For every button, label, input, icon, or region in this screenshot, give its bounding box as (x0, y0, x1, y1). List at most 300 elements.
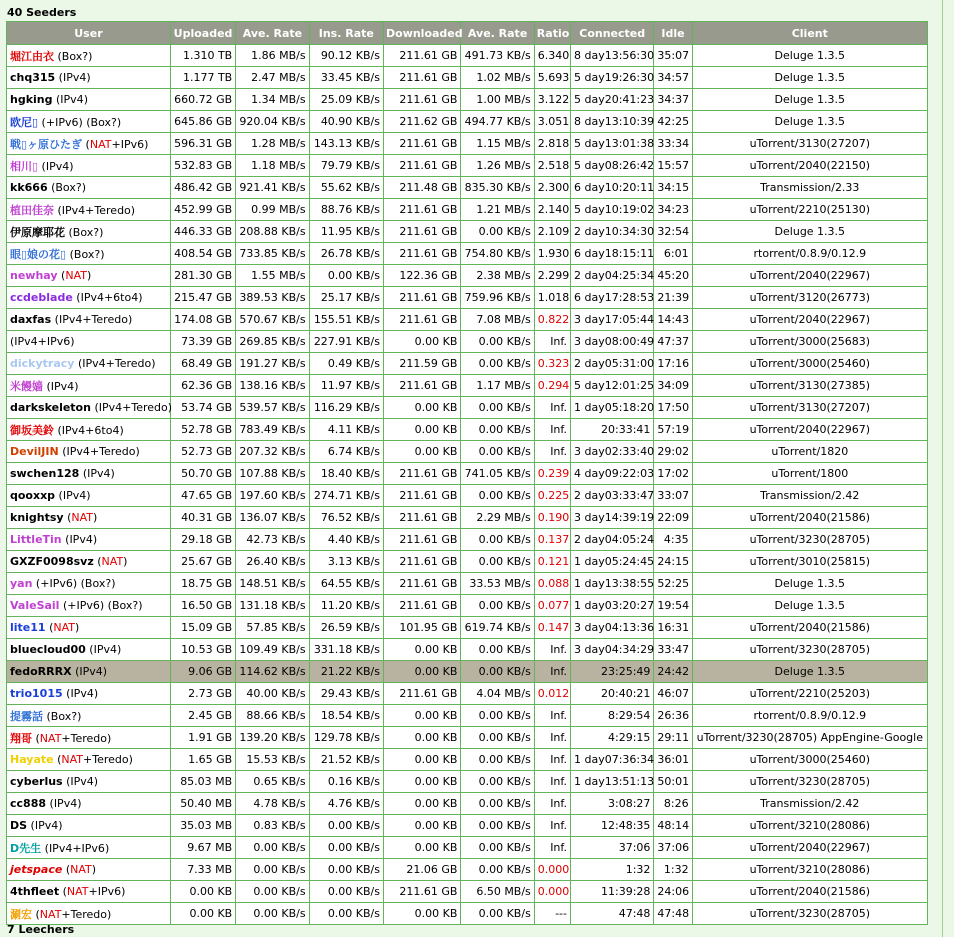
cell-idle: 33:34 (654, 133, 692, 155)
cell-downloaded: 211.61 GB (384, 287, 461, 309)
cell-download-ave-rate: 741.05 KB/s (461, 463, 534, 485)
user-name-link[interactable]: cyberlus (10, 775, 63, 788)
cell-downloaded: 211.61 GB (384, 45, 461, 67)
cell-user (7, 617, 171, 639)
table-row (7, 221, 928, 243)
cell-download-ave-rate: 0.00 KB/s (461, 705, 534, 727)
cell-idle: 17:16 (654, 353, 692, 375)
user-conn-suffix: ) (Box?) (99, 599, 143, 612)
cell-upload-ave-rate: 269.85 KB/s (236, 331, 309, 353)
user-name-link[interactable]: 欧尼▯ (10, 115, 39, 129)
user-conn-tag: IPv4 (87, 467, 111, 480)
cell-ins-rate: 0.00 KB/s (309, 859, 383, 881)
cell-user (7, 683, 171, 705)
user-conn-tag: IPv4 (70, 775, 94, 788)
cell-idle: 42:25 (654, 111, 692, 133)
user-conn-tag: IPv4 (60, 93, 84, 106)
cell-downloaded: 211.61 GB (384, 551, 461, 573)
cell-download-ave-rate: 7.08 MB/s (461, 309, 534, 331)
cell-client: uTorrent/2040(21586) (692, 617, 927, 639)
cell-downloaded: 211.59 GB (384, 353, 461, 375)
user-conn-prefix: ( (10, 335, 15, 348)
cell-user (7, 727, 171, 749)
cell-idle: 35:07 (654, 45, 692, 67)
cell-downloaded: 211.61 GB (384, 221, 461, 243)
cell-client: uTorrent/3130(27385) (692, 375, 927, 397)
cell-ins-rate: 143.13 KB/s (309, 133, 383, 155)
cell-upload-ave-rate: 148.51 KB/s (236, 573, 309, 595)
cell-uploaded: 35.03 MB (170, 815, 235, 837)
user-name-link[interactable]: chq315 (10, 71, 56, 84)
user-name-link[interactable]: ValeSail (10, 599, 60, 612)
cell-connected: 1 day13:38:55 (570, 573, 653, 595)
cell-client: uTorrent/3230(28705) (692, 529, 927, 551)
cell-uploaded: 408.54 GB (170, 243, 235, 265)
cell-client: uTorrent/3000(25683) (692, 331, 927, 353)
cell-uploaded: 50.70 GB (170, 463, 235, 485)
user-name-link[interactable]: 堀江由衣 (10, 49, 54, 63)
cell-ratio: Inf. (534, 639, 570, 661)
user-name-link[interactable]: cc888 (10, 797, 47, 810)
cell-user (7, 595, 171, 617)
cell-ratio: Inf. (534, 397, 570, 419)
cell-uploaded: 1.310 TB (170, 45, 235, 67)
cell-connected: 1 day03:20:27 (570, 595, 653, 617)
user-conn-tag: IPv4 (70, 687, 94, 700)
cell-user (7, 705, 171, 727)
cell-ins-rate: 0.00 KB/s (309, 265, 383, 287)
cell-connected: 2 day03:33:47 (570, 485, 653, 507)
cell-user (7, 441, 171, 463)
user-name-link[interactable]: 提霧話 (10, 709, 43, 723)
cell-ins-rate: 33.45 KB/s (309, 67, 383, 89)
cell-downloaded: 211.61 GB (384, 375, 461, 397)
cell-uploaded: 9.67 MB (170, 837, 235, 859)
cell-client: Transmission/2.42 (692, 793, 927, 815)
cell-user (7, 177, 171, 199)
cell-ins-rate: 11.20 KB/s (309, 595, 383, 617)
cell-ratio: Inf. (534, 749, 570, 771)
user-conn-tag: IPv4 (62, 71, 87, 84)
cell-ratio: Inf. (534, 793, 570, 815)
table-row (7, 177, 928, 199)
cell-upload-ave-rate: 1.55 MB/s (236, 265, 309, 287)
col-header-downloaded[interactable]: Downloaded (384, 22, 461, 45)
cell-uploaded: 0.00 KB (170, 881, 235, 903)
table-row (7, 67, 928, 89)
table-row (7, 683, 928, 705)
cell-ins-rate: 4.11 KB/s (309, 419, 383, 441)
cell-ins-rate: 18.54 KB/s (309, 705, 383, 727)
user-conn-prefix: ( (55, 71, 63, 84)
user-conn-prefix: ( (57, 269, 66, 282)
user-conn-tag: IPv4 (69, 533, 93, 546)
cell-uploaded: 281.30 GB (170, 265, 235, 287)
cell-client: uTorrent/2040(22967) (692, 837, 927, 859)
table-row (7, 309, 928, 331)
cell-connected: 2 day04:25:34 (570, 265, 653, 287)
user-name-link[interactable]: kk666 (10, 181, 48, 194)
cell-user (7, 573, 171, 595)
cell-ratio: 5.693 (534, 67, 570, 89)
cell-ins-rate: 3.13 KB/s (309, 551, 383, 573)
user-conn-prefix: ( (82, 137, 90, 151)
user-name-link[interactable]: daxfas (10, 313, 52, 326)
cell-user (7, 859, 171, 881)
cell-upload-ave-rate: 0.83 KB/s (236, 815, 309, 837)
user-name-link[interactable]: trio1015 (10, 687, 63, 700)
cell-uploaded: 62.36 GB (170, 375, 235, 397)
cell-upload-ave-rate: 15.53 KB/s (236, 749, 309, 771)
user-name-link[interactable]: yan (10, 577, 33, 590)
user-conn-prefix: ( (27, 819, 35, 832)
cell-ratio: 2.300 (534, 177, 570, 199)
cell-idle: 15:57 (654, 155, 692, 177)
cell-downloaded: 122.36 GB (384, 265, 461, 287)
cell-uploaded: 15.09 GB (170, 617, 235, 639)
cell-ins-rate: 0.00 KB/s (309, 881, 383, 903)
cell-upload-ave-rate: 138.16 KB/s (236, 375, 309, 397)
cell-uploaded: 1.177 TB (170, 67, 235, 89)
user-name-link[interactable]: 涮宏 (10, 907, 32, 921)
cell-download-ave-rate: 0.00 KB/s (461, 903, 534, 925)
cell-ins-rate: 4.76 KB/s (309, 793, 383, 815)
cell-connected: 1 day13:51:13 (570, 771, 653, 793)
cell-downloaded: 0.00 KB (384, 397, 461, 419)
user-name-link[interactable]: newhay (10, 269, 58, 282)
cell-client: uTorrent/2210(25130) (692, 199, 927, 221)
cell-ratio: Inf. (534, 705, 570, 727)
cell-user (7, 155, 171, 177)
cell-idle: 33:07 (654, 485, 692, 507)
user-name-link[interactable]: 御坂美鈴 (10, 423, 54, 437)
cell-user (7, 793, 171, 815)
cell-upload-ave-rate: 570.67 KB/s (236, 309, 309, 331)
cell-idle: 34:15 (654, 177, 692, 199)
cell-ins-rate: 90.12 KB/s (309, 45, 383, 67)
user-conn-suffix: ) (91, 863, 97, 876)
cell-ins-rate: 11.95 KB/s (309, 221, 383, 243)
cell-downloaded: 211.61 GB (384, 683, 461, 705)
cell-connected: 37:06 (570, 837, 653, 859)
cell-ins-rate: 227.91 KB/s (309, 331, 383, 353)
user-conn-suffix: +Teredo) (83, 753, 133, 766)
user-conn-tag: +IPv6 (40, 577, 73, 590)
cell-idle: 17:50 (654, 397, 692, 419)
user-conn-prefix: ( (62, 775, 71, 788)
cell-uploaded: 52.78 GB (170, 419, 235, 441)
cell-client: Deluge 1.3.5 (692, 573, 927, 595)
cell-ratio: 0.012 (534, 683, 570, 705)
cell-download-ave-rate: 835.30 KB/s (461, 177, 534, 199)
cell-download-ave-rate: 1.21 MB/s (461, 199, 534, 221)
user-conn-tag: Box? (55, 181, 82, 194)
cell-idle: 45:20 (654, 265, 692, 287)
user-name-link[interactable]: darkskeleton (10, 401, 91, 414)
user-conn-prefix: ( (38, 115, 46, 129)
user-name-link[interactable]: DS (10, 819, 28, 832)
cell-user (7, 353, 171, 375)
col-header-connected[interactable]: Connected (570, 22, 653, 45)
cell-ins-rate: 11.97 KB/s (309, 375, 383, 397)
cell-client: Deluge 1.3.5 (692, 45, 927, 67)
cell-upload-ave-rate: 1.86 MB/s (236, 45, 309, 67)
cell-download-ave-rate: 2.38 MB/s (461, 265, 534, 287)
user-conn-prefix: ( (32, 907, 40, 921)
user-conn-suffix: ) (69, 159, 74, 173)
cell-connected: 5 day10:19:02 (570, 199, 653, 221)
user-conn-suffix: ) (88, 49, 93, 63)
cell-upload-ave-rate: 921.41 KB/s (236, 177, 309, 199)
user-name-link[interactable]: 伊原摩耶花 (10, 225, 65, 239)
cell-ratio: 0.239 (534, 463, 570, 485)
user-name-link[interactable]: 米饅嫱 (10, 379, 43, 393)
col-header-download-ave-rate[interactable]: Ave. Rate (461, 22, 534, 45)
cell-ins-rate: 79.79 KB/s (309, 155, 383, 177)
cell-idle: 36:01 (654, 749, 692, 771)
col-header-client[interactable]: Client (692, 22, 927, 45)
col-header-user[interactable]: User (7, 22, 171, 45)
cell-ins-rate: 25.09 KB/s (309, 89, 383, 111)
user-conn-prefix: ( (54, 49, 62, 63)
col-header-upload-ave-rate[interactable]: Ave. Rate (236, 22, 309, 45)
cell-uploaded: 85.03 MB (170, 771, 235, 793)
cell-idle: 17:02 (654, 463, 692, 485)
cell-download-ave-rate: 1.17 MB/s (461, 375, 534, 397)
user-conn-suffix: +Teredo) (61, 907, 112, 921)
user-name-link[interactable]: GXZF0098svz (10, 555, 94, 568)
cell-idle: 26:36 (654, 705, 692, 727)
cell-downloaded: 0.00 KB (384, 441, 461, 463)
cell-download-ave-rate: 0.00 KB/s (461, 331, 534, 353)
cell-user (7, 463, 171, 485)
col-header-idle[interactable]: Idle (654, 22, 692, 45)
cell-downloaded: 211.61 GB (384, 463, 461, 485)
cell-upload-ave-rate: 539.57 KB/s (236, 397, 309, 419)
user-conn-prefix: ( (63, 511, 72, 524)
cell-download-ave-rate: 0.00 KB/s (461, 353, 534, 375)
user-conn-suffix: ) (93, 775, 99, 788)
user-name-link[interactable]: 戦▯ヶ原ひたぎ (10, 137, 83, 151)
user-conn-prefix: ( (47, 181, 56, 194)
cell-user (7, 419, 171, 441)
cell-idle: 16:31 (654, 617, 692, 639)
cell-download-ave-rate: 0.00 KB/s (461, 397, 534, 419)
cell-connected: 11:39:28 (570, 881, 653, 903)
table-row (7, 815, 928, 837)
cell-uploaded: 446.33 GB (170, 221, 235, 243)
cell-client: uTorrent/2040(22967) (692, 419, 927, 441)
user-name-link[interactable]: lite11 (10, 621, 46, 634)
table-row (7, 881, 928, 903)
user-conn-tag: IPv4 (79, 665, 103, 678)
cell-download-ave-rate: 0.00 KB/s (461, 859, 534, 881)
cell-client: uTorrent/3130(27207) (692, 397, 927, 419)
cell-client: uTorrent/2040(22150) (692, 155, 927, 177)
cell-connected: 47:48 (570, 903, 653, 925)
user-conn-suffix: ) (77, 797, 82, 810)
user-name-link[interactable]: bluecloud00 (10, 643, 86, 656)
cell-upload-ave-rate: 783.49 KB/s (236, 419, 309, 441)
cell-ratio: 0.137 (534, 529, 570, 551)
cell-downloaded: 0.00 KB (384, 837, 461, 859)
cell-upload-ave-rate: 109.49 KB/s (236, 639, 309, 661)
cell-client: Deluge 1.3.5 (692, 89, 927, 111)
cell-connected: 3 day14:39:19 (570, 507, 653, 529)
cell-ratio: Inf. (534, 815, 570, 837)
cell-ins-rate: 116.29 KB/s (309, 397, 383, 419)
user-conn-suffix: ) (77, 709, 82, 723)
cell-ins-rate: 0.00 KB/s (309, 903, 383, 925)
user-conn-tag: IPv4+Teredo (66, 445, 136, 458)
cell-downloaded: 101.95 GB (384, 617, 461, 639)
cell-uploaded: 50.40 MB (170, 793, 235, 815)
cell-user (7, 243, 171, 265)
user-conn-suffix: ) (127, 313, 133, 326)
user-conn-suffix: ) (123, 555, 128, 568)
cell-idle: 6:01 (654, 243, 692, 265)
cell-upload-ave-rate: 0.00 KB/s (236, 903, 309, 925)
cell-ratio: 0.147 (534, 617, 570, 639)
table-row (7, 639, 928, 661)
user-conn-suffix: ) (86, 71, 91, 84)
user-conn-tag: NAT (39, 731, 62, 745)
cell-download-ave-rate: 0.00 KB/s (461, 727, 534, 749)
user-name-link[interactable]: knightsy (10, 511, 64, 524)
user-name-link[interactable]: swchen128 (10, 467, 80, 480)
user-conn-prefix: ( (54, 203, 62, 217)
cell-uploaded: 174.08 GB (170, 309, 235, 331)
cell-ratio: 0.822 (534, 309, 570, 331)
user-name-link[interactable]: 4thfleet (10, 885, 60, 898)
col-header-ins-rate[interactable]: Ins. Rate (309, 22, 383, 45)
cell-ratio: 0.000 (534, 881, 570, 903)
user-name-link[interactable]: DevilJIN (10, 445, 59, 458)
cell-client: uTorrent/2040(21586) (692, 507, 927, 529)
cell-client: rtorrent/0.8.9/0.12.9 (692, 243, 927, 265)
cell-downloaded: 211.61 GB (384, 309, 461, 331)
user-conn-suffix: ) (74, 379, 79, 393)
cell-connected: 5 day08:26:42 (570, 155, 653, 177)
cell-user (7, 133, 171, 155)
cell-connected: 3:08:27 (570, 793, 653, 815)
col-header-ratio[interactable]: Ratio (534, 22, 570, 45)
user-name-link[interactable]: dickytracy (10, 357, 75, 370)
cell-ins-rate: 0.00 KB/s (309, 815, 383, 837)
user-name-link[interactable]: 翔哥 (10, 731, 32, 745)
cell-idle: 4:35 (654, 529, 692, 551)
cell-download-ave-rate: 0.00 KB/s (461, 639, 534, 661)
cell-upload-ave-rate: 1.18 MB/s (236, 155, 309, 177)
cell-idle: 29:11 (654, 727, 692, 749)
cell-download-ave-rate: 494.77 KB/s (461, 111, 534, 133)
user-name-link[interactable]: hgking (10, 93, 53, 106)
user-name-link[interactable]: Hayate (10, 753, 54, 766)
cell-ins-rate: 18.40 KB/s (309, 463, 383, 485)
user-conn-tag: IPv4+6to4 (80, 291, 139, 304)
cell-idle: 47:37 (654, 331, 692, 353)
user-name-link[interactable]: 眼▯娘の花▯ (10, 247, 67, 261)
cell-user (7, 661, 171, 683)
cell-idle: 34:57 (654, 67, 692, 89)
table-row (7, 111, 928, 133)
table-row (7, 331, 928, 353)
cell-download-ave-rate: 0.00 KB/s (461, 595, 534, 617)
table-row (7, 793, 928, 815)
cell-client: uTorrent/2210(25203) (692, 683, 927, 705)
cell-client: Deluge 1.3.5 (692, 661, 927, 683)
cell-ratio: 2.140 (534, 199, 570, 221)
cell-upload-ave-rate: 26.40 KB/s (236, 551, 309, 573)
cell-idle: 24:42 (654, 661, 692, 683)
user-name-link[interactable]: D先生 (10, 841, 42, 855)
cell-connected: 6 day17:28:53 (570, 287, 653, 309)
user-name-link[interactable]: fedoRRRX (10, 665, 72, 678)
cell-uploaded: 596.31 GB (170, 133, 235, 155)
cell-ratio: 6.340 (534, 45, 570, 67)
col-header-uploaded[interactable]: Uploaded (170, 22, 235, 45)
cell-upload-ave-rate: 0.65 KB/s (236, 771, 309, 793)
user-conn-tag: Box? (73, 247, 101, 261)
user-conn-prefix: ( (62, 863, 71, 876)
user-conn-tag: NAT (65, 269, 87, 282)
cell-download-ave-rate: 0.00 KB/s (461, 419, 534, 441)
cell-ins-rate: 26.59 KB/s (309, 617, 383, 639)
cell-client: rtorrent/0.8.9/0.12.9 (692, 705, 927, 727)
user-name-link[interactable]: LittleTin (10, 533, 62, 546)
table-header-row (7, 22, 928, 45)
cell-user (7, 265, 171, 287)
user-name-link[interactable]: qooxxp (10, 489, 56, 502)
user-conn-tag: NAT (71, 511, 94, 524)
cell-uploaded: 7.33 MB (170, 859, 235, 881)
cell-upload-ave-rate: 0.00 KB/s (236, 859, 309, 881)
user-name-link[interactable]: 相川▯ (10, 159, 39, 173)
user-conn-prefix: ( (62, 687, 71, 700)
table-row (7, 617, 928, 639)
cell-client: uTorrent/1800 (692, 463, 927, 485)
user-conn-suffix: ) (110, 467, 115, 480)
cell-ratio: Inf. (534, 331, 570, 353)
user-name-link[interactable]: ccdeblade (10, 291, 73, 304)
cell-ratio: 0.000 (534, 859, 570, 881)
user-conn-suffix: +IPv6) (111, 137, 149, 151)
cell-connected: 1 day07:36:34 (570, 749, 653, 771)
user-conn-tag: IPv4 (45, 159, 70, 173)
cell-upload-ave-rate: 42.73 KB/s (236, 529, 309, 551)
cell-client: uTorrent/1820 (692, 441, 927, 463)
cell-download-ave-rate: 33.53 MB/s (461, 573, 534, 595)
user-name-link[interactable]: 植田佳奈 (10, 203, 54, 217)
cell-uploaded: 532.83 GB (170, 155, 235, 177)
user-name-link[interactable]: jetspace (10, 863, 63, 876)
cell-user (7, 485, 171, 507)
user-conn-suffix: ) (93, 687, 99, 700)
user-conn-prefix: ( (32, 731, 40, 745)
cell-upload-ave-rate: 197.60 KB/s (236, 485, 309, 507)
cell-download-ave-rate: 1.26 MB/s (461, 155, 534, 177)
cell-client: uTorrent/3000(25460) (692, 749, 927, 771)
cell-client: uTorrent/3000(25460) (692, 353, 927, 375)
cell-upload-ave-rate: 114.62 KB/s (236, 661, 309, 683)
cell-user (7, 771, 171, 793)
cell-idle: 29:02 (654, 441, 692, 463)
cell-uploaded: 2.45 GB (170, 705, 235, 727)
cell-user (7, 67, 171, 89)
user-conn-suffix: +IPv6) (88, 885, 126, 898)
cell-ratio: 1.930 (534, 243, 570, 265)
user-conn-suffix: ) (104, 841, 110, 855)
